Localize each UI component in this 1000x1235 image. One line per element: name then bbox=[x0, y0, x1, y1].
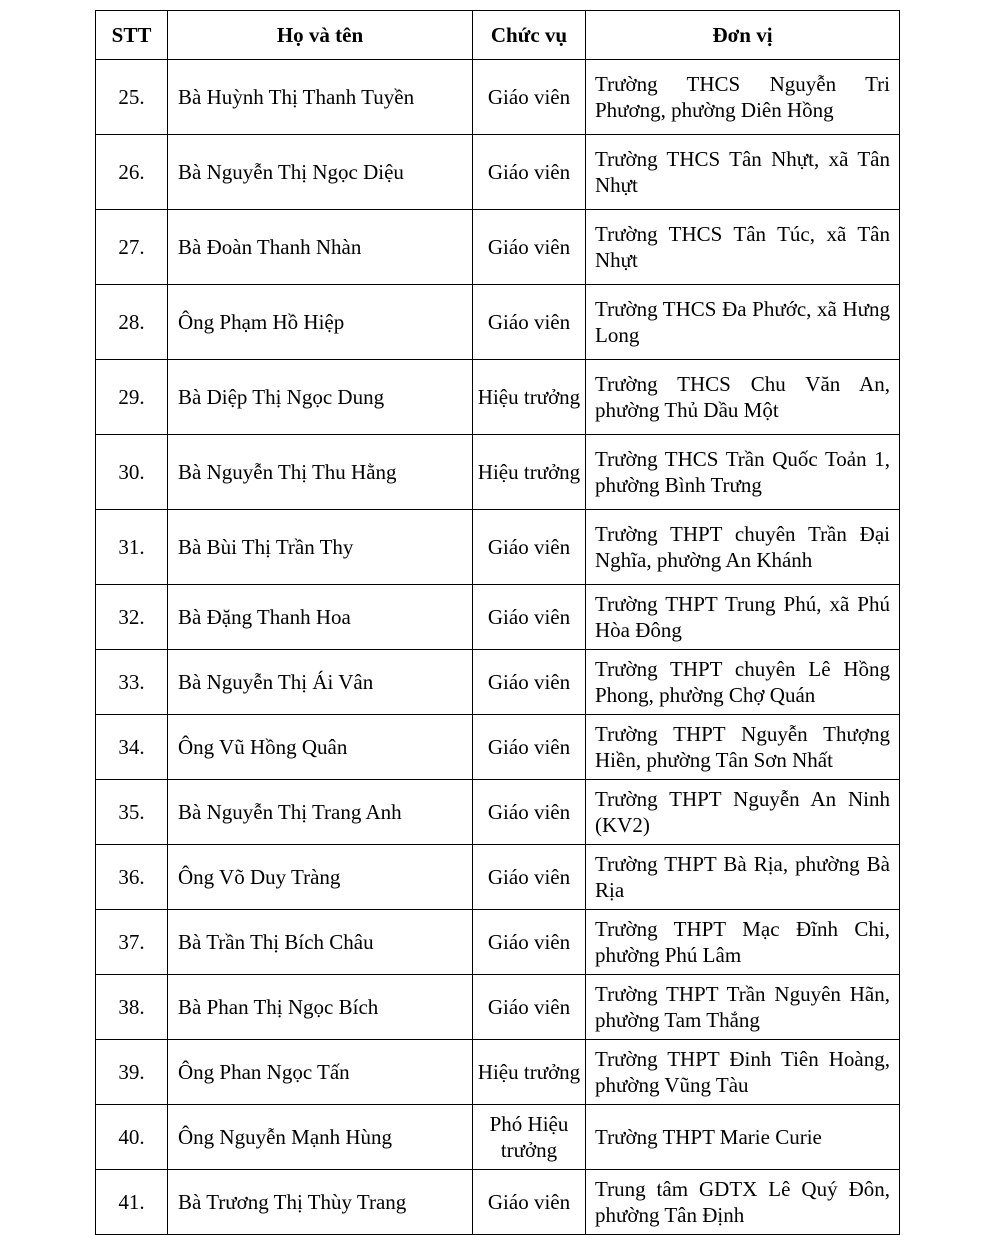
cell-unit: Trường THCS Chu Văn An, phường Thủ Dầu Một bbox=[586, 360, 900, 435]
cell-role: Giáo viên bbox=[473, 845, 586, 910]
cell-role: Giáo viên bbox=[473, 780, 586, 845]
cell-name: Bà Đoàn Thanh Nhàn bbox=[168, 210, 473, 285]
roster-table bbox=[95, 10, 900, 1235]
cell-stt: 30. bbox=[96, 435, 168, 510]
table-row bbox=[96, 975, 900, 1040]
cell-stt: 34. bbox=[96, 715, 168, 780]
cell-role: Giáo viên bbox=[473, 285, 586, 360]
cell-role: Giáo viên bbox=[473, 135, 586, 210]
cell-name: Bà Nguyễn Thị Trang Anh bbox=[168, 780, 473, 845]
cell-unit: Trung tâm GDTX Lê Quý Đôn, phường Tân Định bbox=[586, 1170, 900, 1235]
cell-name: Bà Đặng Thanh Hoa bbox=[168, 585, 473, 650]
cell-stt: 39. bbox=[96, 1040, 168, 1105]
cell-name: Bà Huỳnh Thị Thanh Tuyền bbox=[168, 60, 473, 135]
cell-role: Giáo viên bbox=[473, 1170, 586, 1235]
cell-stt: 26. bbox=[96, 135, 168, 210]
cell-stt: 25. bbox=[96, 60, 168, 135]
table-row bbox=[96, 1105, 900, 1170]
cell-unit: Trường THPT chuyên Trần Đại Nghĩa, phường An Khánh bbox=[586, 510, 900, 585]
cell-name: Bà Diệp Thị Ngọc Dung bbox=[168, 360, 473, 435]
cell-role: Giáo viên bbox=[473, 510, 586, 585]
table-row bbox=[96, 715, 900, 780]
table-row bbox=[96, 1170, 900, 1235]
cell-unit: Trường THPT Trần Nguyên Hãn, phường Tam Thắng bbox=[586, 975, 900, 1040]
cell-role: Giáo viên bbox=[473, 910, 586, 975]
cell-stt: 27. bbox=[96, 210, 168, 285]
cell-unit: Trường THPT Mạc Đĩnh Chi, phường Phú Lâm bbox=[586, 910, 900, 975]
table-row bbox=[96, 1040, 900, 1105]
cell-stt: 31. bbox=[96, 510, 168, 585]
cell-name: Bà Trần Thị Bích Châu bbox=[168, 910, 473, 975]
cell-unit: Trường THCS Đa Phước, xã Hưng Long bbox=[586, 285, 900, 360]
header-stt: STT bbox=[96, 11, 168, 60]
cell-name: Ông Vũ Hồng Quân bbox=[168, 715, 473, 780]
table-row bbox=[96, 510, 900, 585]
table-row bbox=[96, 435, 900, 510]
cell-role: Giáo viên bbox=[473, 60, 586, 135]
cell-stt: 28. bbox=[96, 285, 168, 360]
table-row bbox=[96, 845, 900, 910]
table-row bbox=[96, 60, 900, 135]
cell-role: Giáo viên bbox=[473, 650, 586, 715]
cell-name: Bà Bùi Thị Trần Thy bbox=[168, 510, 473, 585]
table-row bbox=[96, 360, 900, 435]
cell-unit: Trường THPT Nguyễn Thượng Hiền, phường Tân Sơn Nhất bbox=[586, 715, 900, 780]
header-row bbox=[96, 11, 900, 60]
cell-unit: Trường THPT Trung Phú, xã Phú Hòa Đông bbox=[586, 585, 900, 650]
cell-unit: Trường THCS Trần Quốc Toản 1, phường Bình Trưng bbox=[586, 435, 900, 510]
cell-stt: 40. bbox=[96, 1105, 168, 1170]
cell-name: Ông Phan Ngọc Tấn bbox=[168, 1040, 473, 1105]
cell-name: Ông Võ Duy Tràng bbox=[168, 845, 473, 910]
cell-stt: 29. bbox=[96, 360, 168, 435]
table-row bbox=[96, 585, 900, 650]
cell-stt: 35. bbox=[96, 780, 168, 845]
cell-stt: 38. bbox=[96, 975, 168, 1040]
cell-stt: 36. bbox=[96, 845, 168, 910]
cell-name: Bà Nguyễn Thị Ái Vân bbox=[168, 650, 473, 715]
cell-unit: Trường THPT chuyên Lê Hồng Phong, phường Chợ Quán bbox=[586, 650, 900, 715]
cell-unit: Trường THPT Bà Rịa, phường Bà Rịa bbox=[586, 845, 900, 910]
cell-unit: Trường THCS Tân Nhựt, xã Tân Nhựt bbox=[586, 135, 900, 210]
cell-name: Ông Nguyễn Mạnh Hùng bbox=[168, 1105, 473, 1170]
cell-stt: 32. bbox=[96, 585, 168, 650]
table-row bbox=[96, 780, 900, 845]
cell-role: Phó Hiệu trưởng bbox=[473, 1105, 586, 1170]
cell-stt: 33. bbox=[96, 650, 168, 715]
cell-unit: Trường THCS Tân Túc, xã Tân Nhựt bbox=[586, 210, 900, 285]
table-row bbox=[96, 910, 900, 975]
cell-unit: Trường THPT Đinh Tiên Hoàng, phường Vũng Tàu bbox=[586, 1040, 900, 1105]
cell-name: Bà Nguyễn Thị Thu Hằng bbox=[168, 435, 473, 510]
header-unit: Đơn vị bbox=[586, 11, 900, 60]
table-row bbox=[96, 135, 900, 210]
cell-role: Giáo viên bbox=[473, 585, 586, 650]
cell-role: Giáo viên bbox=[473, 210, 586, 285]
table-row bbox=[96, 650, 900, 715]
cell-unit: Trường THPT Nguyễn An Ninh (KV2) bbox=[586, 780, 900, 845]
cell-unit: Trường THPT Marie Curie bbox=[586, 1105, 900, 1170]
table-row bbox=[96, 285, 900, 360]
cell-role: Giáo viên bbox=[473, 975, 586, 1040]
cell-role: Giáo viên bbox=[473, 715, 586, 780]
header-role: Chức vụ bbox=[473, 11, 586, 60]
cell-role: Hiệu trưởng bbox=[473, 1040, 586, 1105]
table-body bbox=[96, 60, 900, 1235]
cell-name: Ông Phạm Hồ Hiệp bbox=[168, 285, 473, 360]
cell-name: Bà Nguyễn Thị Ngọc Diệu bbox=[168, 135, 473, 210]
cell-role: Hiệu trưởng bbox=[473, 435, 586, 510]
cell-name: Bà Phan Thị Ngọc Bích bbox=[168, 975, 473, 1040]
cell-stt: 37. bbox=[96, 910, 168, 975]
cell-unit: Trường THCS Nguyễn Tri Phương, phường Diên Hồng bbox=[586, 60, 900, 135]
cell-stt: 41. bbox=[96, 1170, 168, 1235]
cell-role: Hiệu trưởng bbox=[473, 360, 586, 435]
header-name: Họ và tên bbox=[168, 11, 473, 60]
table-row bbox=[96, 210, 900, 285]
cell-name: Bà Trương Thị Thùy Trang bbox=[168, 1170, 473, 1235]
